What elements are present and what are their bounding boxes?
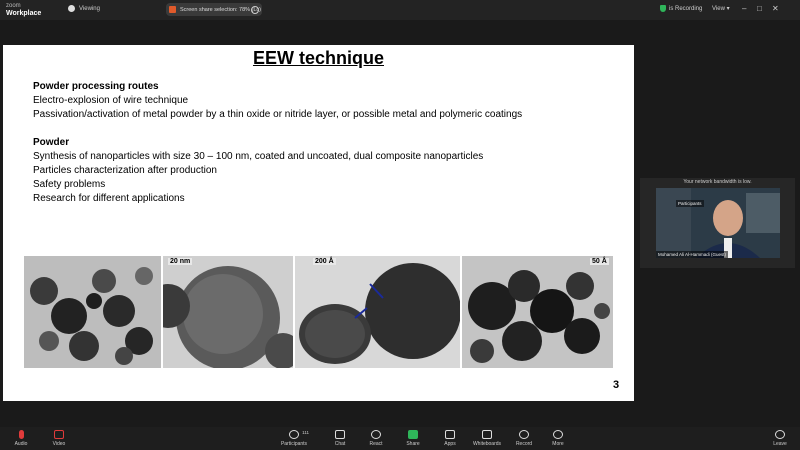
section2-line: Safety problems bbox=[33, 179, 106, 190]
apps-icon bbox=[445, 430, 455, 439]
viewing-button[interactable] bbox=[68, 5, 100, 12]
whiteboards-button[interactable] bbox=[470, 430, 504, 447]
mic-muted-icon bbox=[19, 430, 24, 439]
tem-micrograph-4 bbox=[462, 256, 613, 368]
react-button[interactable] bbox=[359, 430, 393, 447]
viewing-icon bbox=[68, 5, 75, 12]
tem-micrograph-3 bbox=[295, 256, 460, 368]
view-button[interactable]: View ▾ bbox=[712, 6, 730, 12]
more-icon bbox=[553, 430, 563, 439]
react-icon bbox=[371, 430, 381, 439]
participant-count: 111 bbox=[302, 430, 309, 435]
participant-video[interactable] bbox=[656, 188, 780, 258]
section2-line: Synthesis of nanoparticles with size 30 – 100 nm, coated and uncoated, dual composite nanoparticles bbox=[33, 151, 484, 162]
scale-bar-label: 20 nm bbox=[170, 258, 191, 265]
video-button[interactable] bbox=[42, 430, 76, 447]
participants-button[interactable]: Participants bbox=[678, 201, 702, 206]
close-icon[interactable]: ✕ bbox=[772, 4, 779, 13]
slide-page-number: 3 bbox=[613, 379, 620, 391]
more-button[interactable] bbox=[541, 430, 575, 447]
shield-icon bbox=[660, 5, 666, 12]
screen-share-pill[interactable] bbox=[166, 3, 262, 16]
section2-line: Research for different applications bbox=[33, 193, 185, 204]
viewing-label: Viewing bbox=[79, 6, 100, 13]
leave-label: Leave bbox=[773, 441, 787, 447]
minimize-icon[interactable]: – bbox=[742, 4, 747, 13]
chevron-down-icon[interactable] bbox=[251, 6, 259, 14]
scale-bar-label: 50 Å bbox=[592, 258, 607, 265]
record-icon bbox=[519, 430, 529, 439]
shared-slide bbox=[3, 45, 634, 401]
audio-label: Audio bbox=[14, 441, 28, 447]
whiteboard-icon bbox=[482, 430, 492, 439]
section2-heading: Powder bbox=[33, 137, 70, 148]
bandwidth-warning: Your network bandwidth is low. bbox=[683, 179, 752, 185]
slide-title: EEW technique bbox=[252, 48, 384, 68]
more-label: More bbox=[552, 441, 564, 447]
logo-line1: zoom bbox=[6, 3, 21, 9]
video-off-icon bbox=[54, 430, 64, 439]
video-label: Video bbox=[52, 441, 66, 447]
logo-line2: Workplace bbox=[6, 10, 42, 17]
section1-line: Electro-explosion of wire technique bbox=[33, 95, 189, 106]
top-bar bbox=[0, 0, 800, 20]
whiteboards-label: Whiteboards bbox=[472, 441, 502, 447]
zoom-workplace-logo bbox=[6, 2, 41, 18]
leave-icon bbox=[775, 430, 785, 439]
section2-line: Particles characterization after production bbox=[33, 165, 217, 176]
audio-button[interactable] bbox=[4, 430, 38, 447]
record-label: Record bbox=[515, 441, 533, 447]
chat-button[interactable] bbox=[323, 430, 357, 447]
share-pill-text: Screen share selection: 78% (Lc) bbox=[180, 6, 262, 13]
share-label: Share bbox=[406, 441, 420, 447]
participants-toolbar-button[interactable] bbox=[277, 430, 311, 447]
apps-label: Apps bbox=[444, 441, 456, 447]
meeting-toolbar bbox=[0, 427, 800, 450]
share-icon bbox=[408, 430, 418, 439]
leave-button[interactable] bbox=[763, 430, 797, 447]
tem-micrograph-1 bbox=[24, 256, 161, 368]
apps-button[interactable] bbox=[433, 430, 467, 447]
scale-bar-label: 200 Å bbox=[315, 258, 334, 265]
recording-indicator[interactable] bbox=[660, 5, 702, 12]
view-label: View bbox=[712, 6, 725, 12]
participants-label: Participants bbox=[280, 441, 308, 447]
participant-panel bbox=[640, 178, 795, 268]
participant-name: Mohamed Ali Al-Hammadi (Guest) bbox=[658, 252, 727, 257]
react-label: React bbox=[369, 441, 383, 447]
participants-icon bbox=[289, 430, 299, 439]
share-source-icon bbox=[169, 6, 176, 13]
section1-line: Passivation/activation of metal powder by a thin oxide or nitride layer, or possible metal and polymeric coatings bbox=[33, 109, 523, 120]
maximize-icon[interactable]: □ bbox=[757, 4, 762, 13]
micrograph-strip bbox=[24, 256, 613, 368]
chat-label: Chat bbox=[334, 441, 346, 447]
recording-label: is Recording bbox=[669, 6, 703, 13]
chat-icon bbox=[335, 430, 345, 439]
section1-heading: Powder processing routes bbox=[33, 81, 159, 92]
tem-micrograph-2 bbox=[163, 256, 293, 368]
record-button[interactable] bbox=[507, 430, 541, 447]
participant-video-frame bbox=[656, 188, 780, 258]
share-button[interactable] bbox=[396, 430, 430, 447]
